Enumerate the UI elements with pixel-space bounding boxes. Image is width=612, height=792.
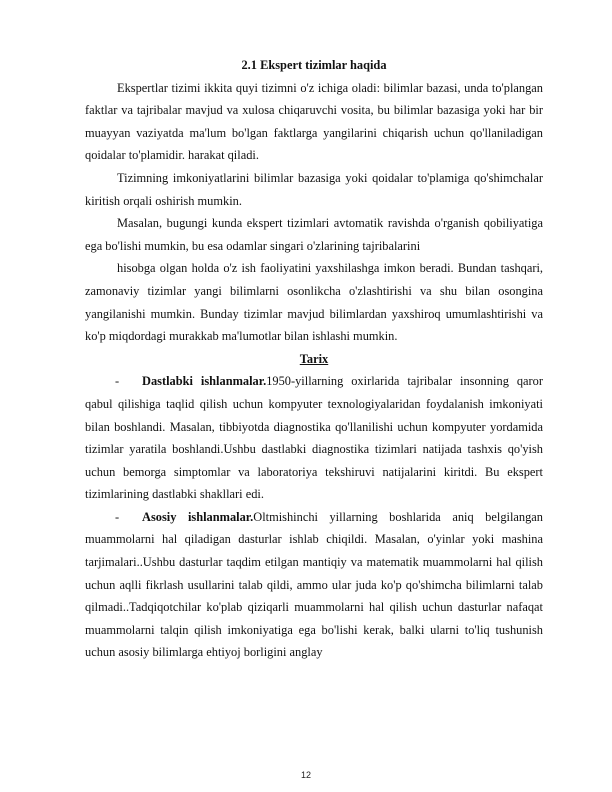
bullet-dash: -	[115, 374, 120, 389]
bullet-item-1	[85, 370, 543, 506]
bullet-lead: Asosiy ishlanmalar.	[142, 509, 254, 524]
document-page	[85, 54, 543, 664]
bullet-lead: Dastlabki ishlanmalar.	[142, 374, 267, 389]
section-title: 2.1 Ekspert tizimlar haqida	[241, 58, 387, 72]
paragraph-2: Tizimning imkoniyatlarini bilimlar bazasiga yoki qoidalar to'plamiga qo'shimchalar kiritish orqali oshirish mumkin.	[85, 170, 543, 208]
subheading-tarix: Tarix	[299, 351, 329, 366]
bullet-text: Oltmishinchi yillarning boshlarida aniq belgilangan muammolarni hal qiladigan dasturlar ishlab chiqildi. Masalan, o'yinlar yoki mashina tarjimalari..Ushbu dasturlar taqdim etilgan mantiqiy va matematik muammolarni hal qilish uchun aqlli fikrlash usullarini talab qildi, ammo ular juda ko'p qo'shimcha bilimlarni talab qilmadi..Tadqiqotchilar ko'plab qiziqarli muammolarni hal qilish uchun dasturlar nafaqat muammolarni talqin qilish imkoniyatiga ega bo'lishi kerak, balki ularni to'liq tushunish uchun asosiy bilimlarga ehtiyoj borligini anglay	[85, 509, 543, 660]
bullet-item-2	[85, 506, 543, 664]
bullet-dash: -	[115, 509, 120, 524]
page-number: 12	[300, 770, 311, 780]
bullet-text: 1950-yillarning oxirlarida tajribalar insonning qaror qabul qilishiga taqlid qilish uchun kompyuter texnologiyalaridan foydalanish imkoniyati bilan boshlandi. Masalan, tibbiyotda diagnostika qo'llanilishi uchun kompyuter yordamida tizimlar yaratila boshlandi.Ushbu dastlabki diagnostika tizimlari natijada tashxis qo'yish uchun bemorga simptomlar va laboratoriya tekshiruvi natijalarini kiritdi. Bu ekspert tizimlarining dastlabki shakllari edi.	[85, 374, 543, 502]
paragraph-4: hisobga olgan holda o'z ish faoliyatini yaxshilashga imkon beradi. Bundan tashqari, zamonaviy tizimlar yangi bilimlarni osonlikcha o'zlashtirishi va shu bilan osongina yangilanishi mumkin. Bunday tizimlar mavjud bilimlardan yaxshiroq umumlashtirishi va ko'p miqdordagi murakkab ma'lumotlar bilan ishlashi mumkin.	[85, 261, 543, 344]
paragraph-3: Masalan, bugungi kunda ekspert tizimlari avtomatik ravishda o'rganish qobiliyatiga ega bo'lishi mumkin, bu esa odamlar singari o'zlarining tajribalarini	[85, 216, 543, 253]
paragraph-1: Ekspertlar tizimi ikkita quyi tizimni o'z ichiga oladi: bilimlar bazasi, unda to'plangan faktlar va tajribalar mavjud va xulosa chiqaruvchi vosita, bu bilimlar bazasiga yoki har bir muayyan vaziyatda ma'lum bo'lgan faktlarga yangilarini chiqarish uchun qo'llaniladigan qoidalar to'plamidir. harakat qiladi.	[85, 80, 543, 163]
